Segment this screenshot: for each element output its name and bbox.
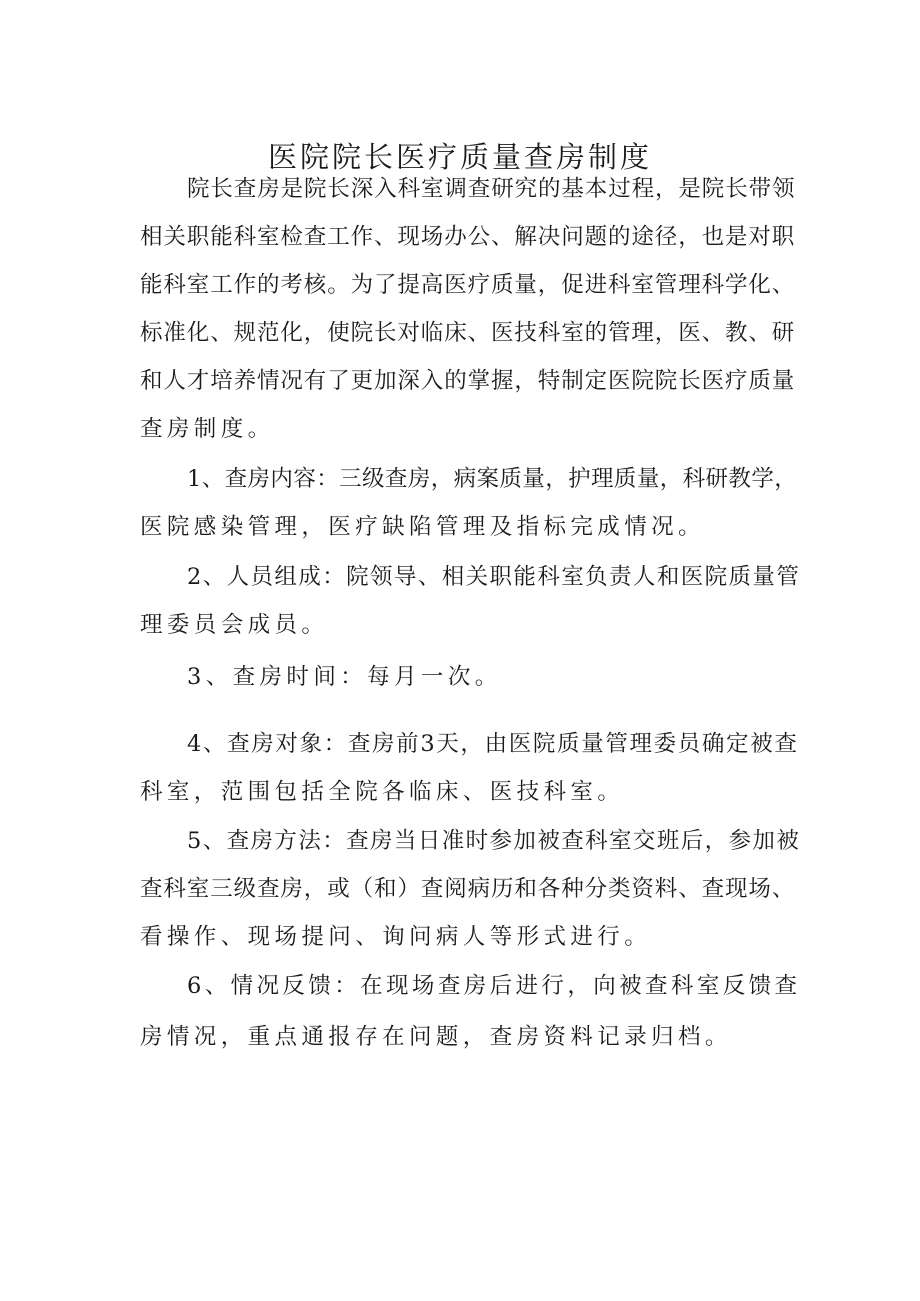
document-title: 医院院长医疗质量查房制度 (267, 140, 652, 175)
intro-line: 能科室工作的考核。为了提高医疗质量，促进科室管理科学化、 (140, 272, 796, 298)
item-line: 理委员会成员。 (140, 612, 329, 638)
intro-line: 院长查房是院长深入科室调查研究的基本过程，是院长带领 (187, 176, 796, 202)
intro-line: 相关职能科室检查工作、现场办公、解决问题的途径，也是对职 (140, 224, 796, 250)
item-line: 2、人员组成：院领导、相关职能科室负责人和医院质量管 (187, 564, 801, 590)
intro-line: 和人才培养情况有了更加深入的掌握，特制定医院院长医疗质量 (140, 368, 796, 394)
item-line: 看操作、现场提问、询问病人等形式进行。 (140, 924, 652, 950)
intro-line: 查房制度。 (140, 416, 275, 442)
item-line: 6、情况反馈：在现场查房后进行，向被查科室反馈查 (187, 973, 801, 999)
item-line: 科室，范围包括全院各临床、医技科室。 (140, 779, 625, 805)
item-line: 1、查房内容：三级查房，病案质量，护理质量，科研教学， (187, 466, 798, 492)
item-line: 医院感染管理，医疗缺陷管理及指标完成情况。 (140, 514, 705, 540)
item-line: 5、查房方法：查房当日准时参加被查科室交班后，参加被 (187, 828, 801, 854)
intro-line: 标准化、规范化，使院长对临床、医技科室的管理，医、教、研 (140, 320, 796, 346)
item-line: 查科室三级查房，或（和）查阅病历和各种分类资料、查现场、 (140, 876, 796, 902)
item-line: 房情况，重点通报存在问题，查房资料记录归档。 (140, 1024, 732, 1050)
item-line: 3、查房时间：每月一次。 (187, 664, 502, 690)
item-line: 4、查房对象：查房前3天，由医院质量管理委员确定被查 (187, 731, 799, 757)
